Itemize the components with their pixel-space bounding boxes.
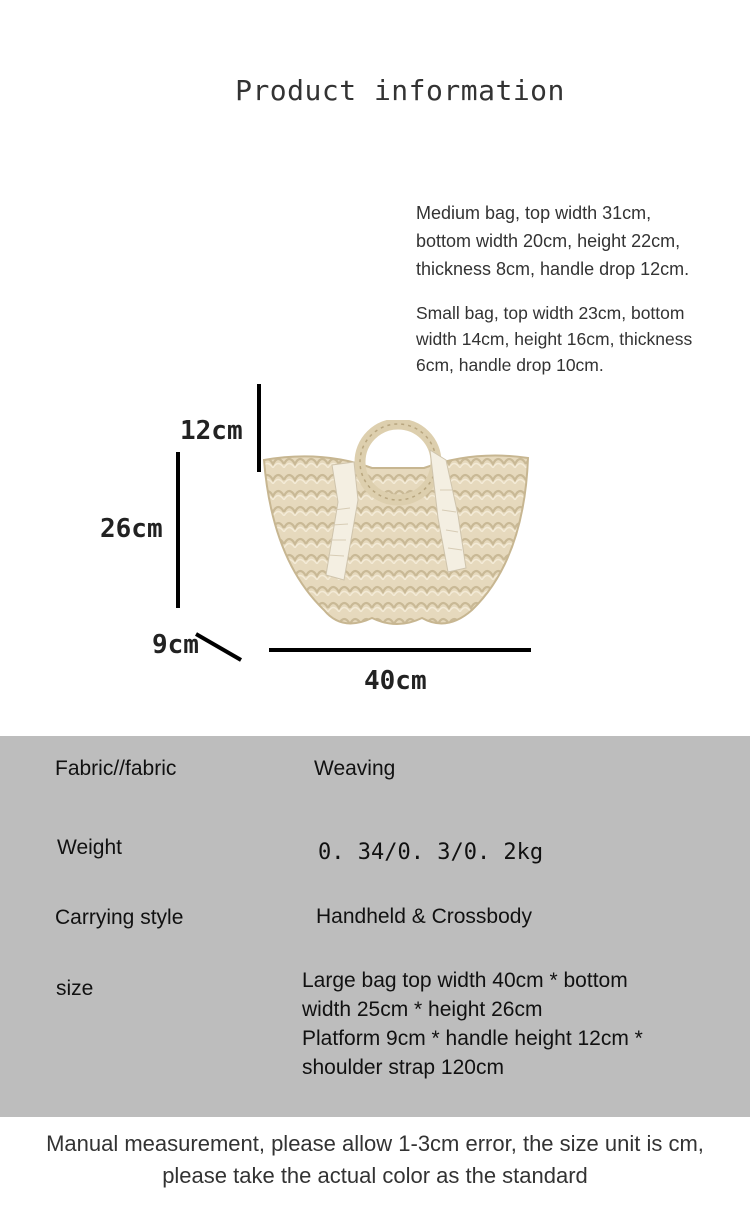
small-bag-note: Small bag, top width 23cm, bottom width 14cm, height 16cm, thickness 6cm, handle drop 10cm.: [416, 303, 693, 375]
height-dimension-label: 26cm: [100, 514, 163, 544]
width-dimension-label: 40cm: [364, 666, 427, 696]
size-label: size: [56, 977, 94, 1000]
medium-bag-note: Medium bag, top width 31cm, bottom width 20cm, height 22cm, thickness 8cm, handle drop 12cm.: [416, 203, 690, 279]
carrying-style-value: Handheld & Crossbody: [316, 905, 532, 928]
fabric-label: Fabric//fabric: [55, 757, 177, 780]
page-title: Product information: [235, 74, 565, 107]
width-dimension-line: [269, 648, 531, 652]
measurement-note: Manual measurement, please allow 1-3cm error, the size unit is cm, please take the actual color as the standard: [46, 1131, 704, 1188]
handle-dimension-line: [257, 384, 261, 472]
bag-body: [264, 456, 528, 624]
handle-dimension-label: 12cm: [180, 416, 243, 446]
height-dimension-line: [176, 452, 180, 608]
carrying-style-label: Carrying style: [55, 906, 184, 929]
straw-bag-image: [262, 420, 532, 635]
spec-table: [0, 736, 750, 1117]
depth-dimension-label: 9cm: [152, 630, 199, 660]
fabric-value: Weaving: [314, 757, 396, 780]
depth-dimension-line: [195, 632, 242, 661]
weight-label: Weight: [57, 836, 122, 859]
size-value: Large bag top width 40cm * bottom width 25cm * height 26cm Platform 9cm * handle height 12cm * shoulder strap 120cm: [302, 969, 643, 1079]
weight-value: 0. 34/0. 3/0. 2kg: [318, 840, 544, 865]
